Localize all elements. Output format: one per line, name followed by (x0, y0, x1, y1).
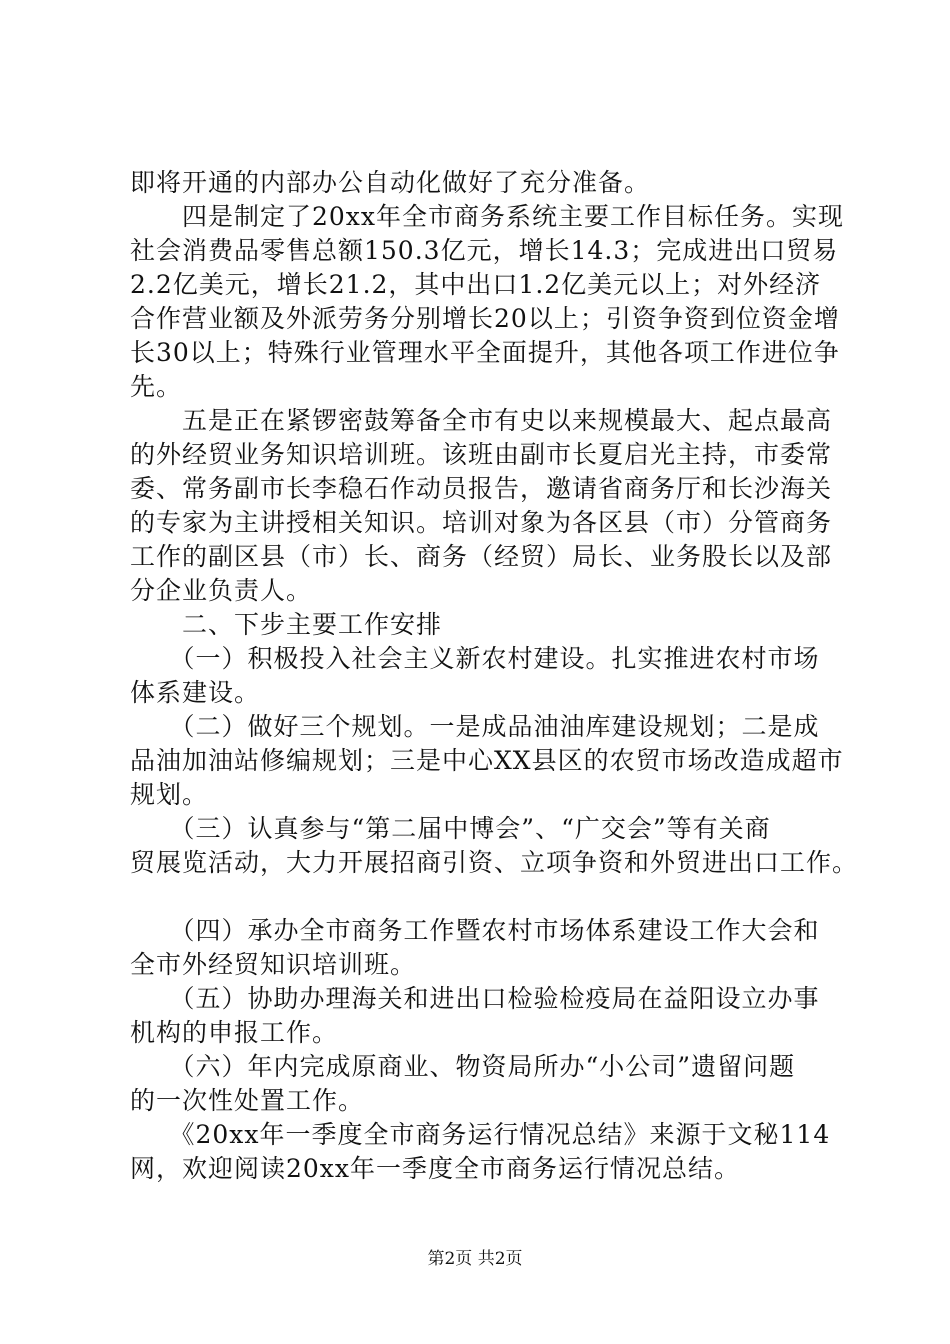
document-body (130, 166, 859, 1186)
text-line: 2.2亿美元，增长21.2，其中出口1.2亿美元以上；对外经济 (130, 270, 822, 299)
text-line: （三）认真参与“第二届中博会”、“广交会”等有关商 (130, 814, 771, 843)
page-number-footer: 第2页 共2页 (427, 1249, 523, 1269)
text-line: 即将开通的内部办公自动化做好了充分准备。 (130, 168, 651, 197)
text-line: 委、常务副市长李稳石作动员报告，邀请省商务厅和长沙海关 (130, 474, 833, 503)
text-line: 长30以上；特殊行业管理水平全面提升，其他各项工作进位争 (130, 338, 840, 367)
section-heading: 二、下步主要工作安排 (130, 610, 443, 639)
text-line: 的专家为主讲授相关知识。培训对象为各区县（市）分管商务 (130, 508, 833, 537)
text-line: （六）年内完成原商业、物资局所办“小公司”遗留问题 (130, 1052, 796, 1081)
text-line: 的外经贸业务知识培训班。该班由副市长夏启光主持，市委常 (130, 440, 833, 469)
text-line: 先。 (130, 372, 183, 401)
text-line: 品油加油站修编规划；三是中心XX县区的农贸市场改造成超市 (130, 746, 844, 775)
text-line: 规划。 (130, 780, 209, 809)
text-line: 网，欢迎阅读20xx年一季度全市商务运行情况总结。 (130, 1154, 741, 1183)
text-line: 机构的申报工作。 (130, 1018, 339, 1047)
text-line: 《20xx年一季度全市商务运行情况总结》来源于文秘114 (130, 1120, 831, 1149)
text-line: 的一次性处置工作。 (130, 1086, 365, 1115)
text-line: （一）积极投入社会主义新农村建设。扎实推进农村市场 (130, 644, 820, 673)
text-line: 合作营业额及外派劳务分别增长20以上；引资争资到位资金增 (130, 304, 840, 333)
text-line: 全市外经贸知识培训班。 (130, 950, 417, 979)
text-line: 五是正在紧锣密鼓筹备全市有史以来规模最大、起点最高 (130, 406, 833, 435)
text-line: （五）协助办理海关和进出口检验检疫局在益阳设立办事 (130, 984, 820, 1013)
blank-line (130, 880, 850, 914)
text-line: （二）做好三个规划。一是成品油油库建设规划；二是成 (130, 712, 820, 741)
text-line: （四）承办全市商务工作暨农村市场体系建设工作大会和 (130, 916, 820, 945)
text-line: 工作的副区县（市）长、商务（经贸）局长、业务股长以及部 (130, 542, 833, 571)
text-line: 四是制定了20xx年全市商务系统主要工作目标任务。实现 (130, 202, 845, 231)
text-line: 社会消费品零售总额150.3亿元，增长14.3；完成进出口贸易 (130, 236, 839, 265)
text-line: 贸展览活动，大力开展招商引资、立项争资和外贸进出口工作。 (130, 848, 859, 877)
text-line: 体系建设。 (130, 678, 261, 707)
text-line: 分企业负责人。 (130, 576, 313, 605)
